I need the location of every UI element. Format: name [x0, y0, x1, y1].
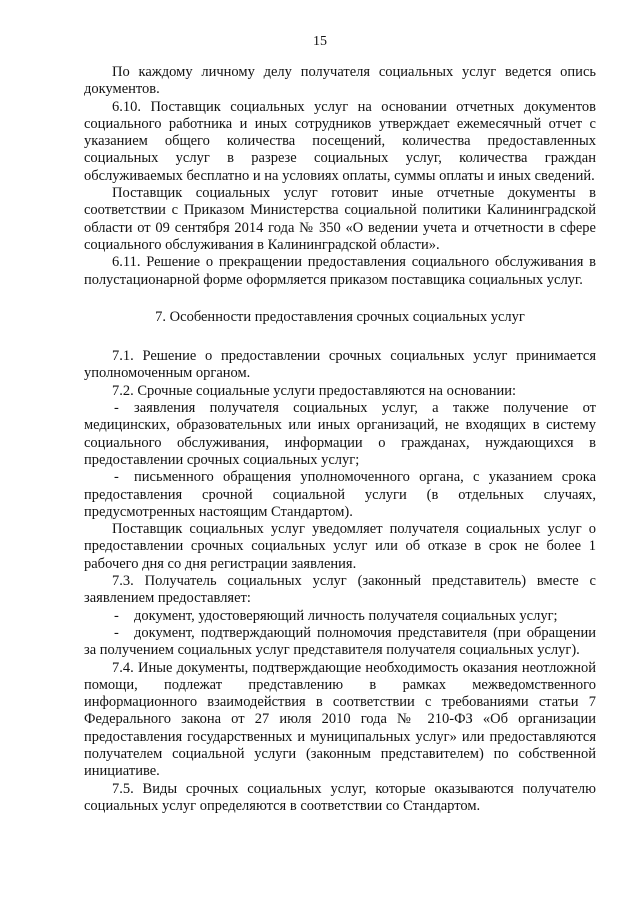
bullet-dash: -: [114, 469, 119, 486]
document-body: [84, 64, 596, 815]
paragraph-7-4: 7.4. Иные документы, подтверждающие необходимость оказания неотложной помощи, подлежат представлению в рамках межведомственного информационного взаимодействия в соответствии с требованиями статьи 7 Федерального закона от 27 июля 2010 года № 210-ФЗ «Об организации предоставления государственных и муниципальных услуг» или предоставляются получателем социальной услуги (законным представителем) по собственной инициативе.: [84, 659, 596, 780]
paragraph-7-2: 7.2. Срочные социальные услуги предоставляются на основании:: [112, 382, 517, 399]
paragraph-notification: Поставщик социальных услуг уведомляет получателя социальных услуг о предоставлении срочных социальных услуг или об отказе в срок не более 1 рабочего дня со дня регистрации заявления.: [84, 521, 596, 572]
paragraph-7-1: 7.1. Решение о предоставлении срочных социальных услуг принимается уполномоченным органом.: [84, 348, 596, 382]
bullet-item: [84, 625, 596, 660]
paragraph-inventory: По каждому личному делу получателя социальных услуг ведется опись документов.: [84, 64, 596, 98]
bullet-dash: -: [114, 624, 119, 641]
paragraph-7-5: 7.5. Виды срочных социальных услуг, которые оказываются получателю социальных услуг определяются в соответствии со Стандартом.: [84, 780, 596, 814]
paragraph-7-3: 7.3. Получатель социальных услуг (законный представитель) вместе с заявлением предоставляет:: [84, 573, 596, 607]
paragraph-other-reports: Поставщик социальных услуг готовит иные отчетные документы в соответствии с Приказом Министерства социальной политики Калининградской области от 09 сентября 2014 года № 350 «О ведении учета и отчетности в сфере социального обслуживания в Калининградской области».: [84, 185, 596, 253]
bullet-item: [84, 608, 596, 625]
paragraph-6-10: 6.10. Поставщик социальных услуг на основании отчетных документов социального работника и иных сотрудников утверждает ежемесячный отчет с указанием общего количества посещений, количества предоставленных социальных услуг в разрезе социальных услуг, количества граждан обслуживаемых бесплатно и на условиях оплаты, суммы оплаты и иных сведений.: [84, 98, 596, 184]
bullet-item: [84, 469, 596, 521]
paragraph-6-11: 6.11. Решение о прекращении предоставления социального обслуживания в полустационарной форме оформляется приказом поставщика социальных услуг.: [84, 254, 596, 288]
bullet-dash: -: [114, 400, 119, 417]
bullet-text: письменного обращения уполномоченного органа, с указанием срока предоставления срочной социальной услуги (в отдельных случаях, предусмотренных настоящим Стандартом).: [84, 469, 596, 520]
section-heading: 7. Особенности предоставления срочных социальных услуг: [155, 308, 525, 325]
bullet-text: заявления получателя социальных услуг, а также получение от медицинских, образовательных или иных организаций, не входящих в систему социального обслуживания, информации о гражданах, нуждающихся в предоставлении срочных социальных услуг;: [84, 400, 596, 468]
bullet-dash: -: [114, 607, 119, 624]
bullet-text: документ, удостоверяющий личность получателя социальных услуг;: [134, 607, 558, 624]
bullet-text: документ, подтверждающий полномочия представителя (при обращении за получением социальных услуг представителя получателя социальных услуг).: [84, 624, 596, 659]
page-number: 15: [313, 34, 327, 49]
bullet-item: [84, 400, 596, 469]
